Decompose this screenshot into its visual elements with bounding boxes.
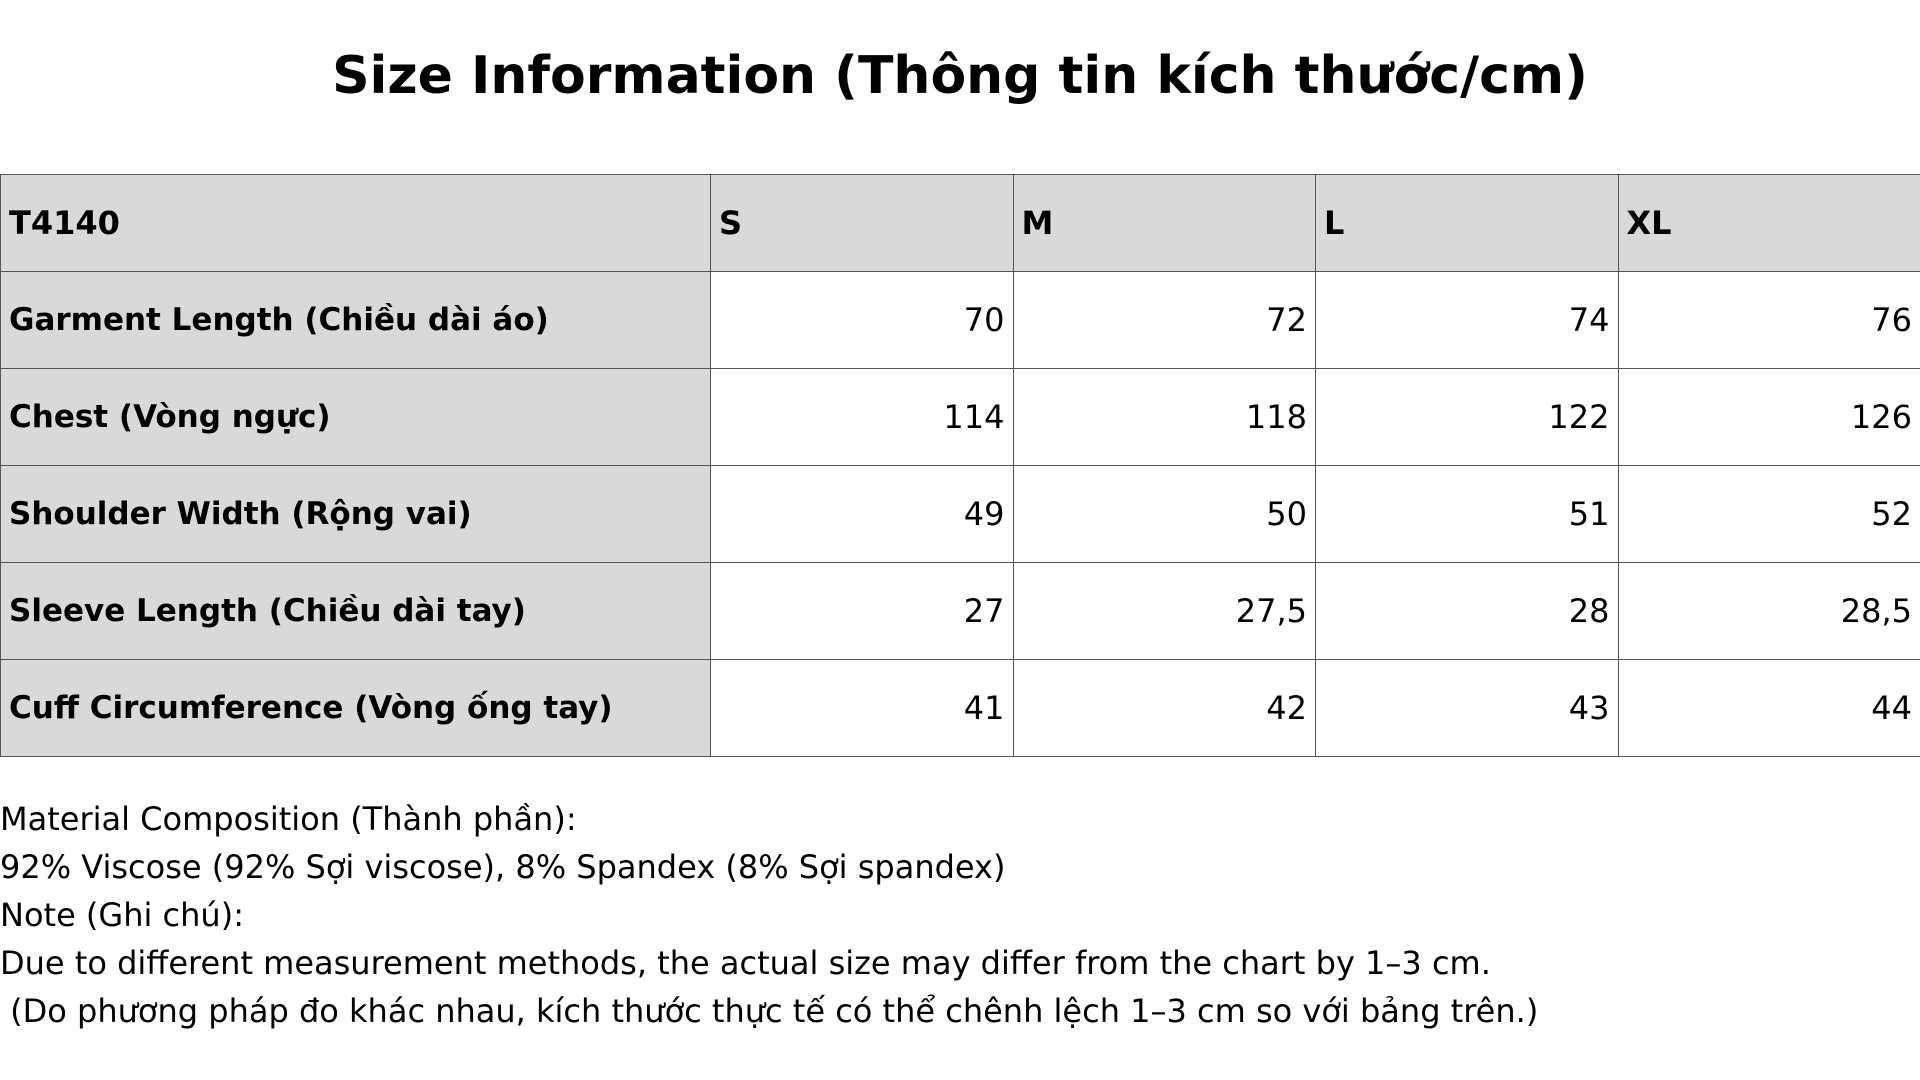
header-cell-size-s: S [711,175,1014,272]
table-cell: 50 [1013,466,1316,563]
table-cell: 41 [711,660,1014,757]
table-header-row [1,175,1920,272]
table-cell: 72 [1013,272,1316,369]
table-row [1,369,1920,466]
table-cell: 118 [1013,369,1316,466]
table-cell: 43 [1316,660,1619,757]
table-row [1,660,1920,757]
table-cell: 49 [711,466,1014,563]
header-cell-size-xl: XL [1618,175,1920,272]
table-cell: 114 [711,369,1014,466]
note-text-vietnamese: (Do phương pháp đo khác nhau, kích thước thực tế có thể chênh lệch 1–3 cm so với bảng trên.) [0,992,1539,1030]
row-label: Garment Length (Chiều dài áo) [1,272,711,369]
table-cell: 28,5 [1618,563,1920,660]
header-cell-size-l: L [1316,175,1619,272]
table-cell: 42 [1013,660,1316,757]
notes-section [0,795,1920,1035]
note-text-english: Due to different measurement methods, the actual size may differ from the chart by 1–3 cm. [0,944,1491,982]
table-cell: 122 [1316,369,1619,466]
header-cell-size-m: M [1013,175,1316,272]
note-heading: Note (Ghi chú): [0,896,244,934]
page-title: Size Information (Thông tin kích thước/cm) [332,46,1588,106]
table-row [1,563,1920,660]
table-cell: 28 [1316,563,1619,660]
table-row [1,272,1920,369]
size-table [0,174,1920,757]
table-cell: 51 [1316,466,1619,563]
table-cell: 126 [1618,369,1920,466]
table-cell: 27,5 [1013,563,1316,660]
table-row [1,466,1920,563]
table-cell: 70 [711,272,1014,369]
row-label: Shoulder Width (Rộng vai) [1,466,711,563]
table-cell: 27 [711,563,1014,660]
table-cell: 76 [1618,272,1920,369]
material-text: 92% Viscose (92% Sợi viscose), 8% Spandex (8% Sợi spandex) [0,848,1006,886]
table-cell: 44 [1618,660,1920,757]
row-label: Sleeve Length (Chiều dài tay) [1,563,711,660]
row-label: Chest (Vòng ngực) [1,369,711,466]
header-cell-product-code: T4140 [1,175,711,272]
material-heading: Material Composition (Thành phần): [0,800,577,838]
table-cell: 52 [1618,466,1920,563]
table-cell: 74 [1316,272,1619,369]
row-label: Cuff Circumference (Vòng ống tay) [1,660,711,757]
